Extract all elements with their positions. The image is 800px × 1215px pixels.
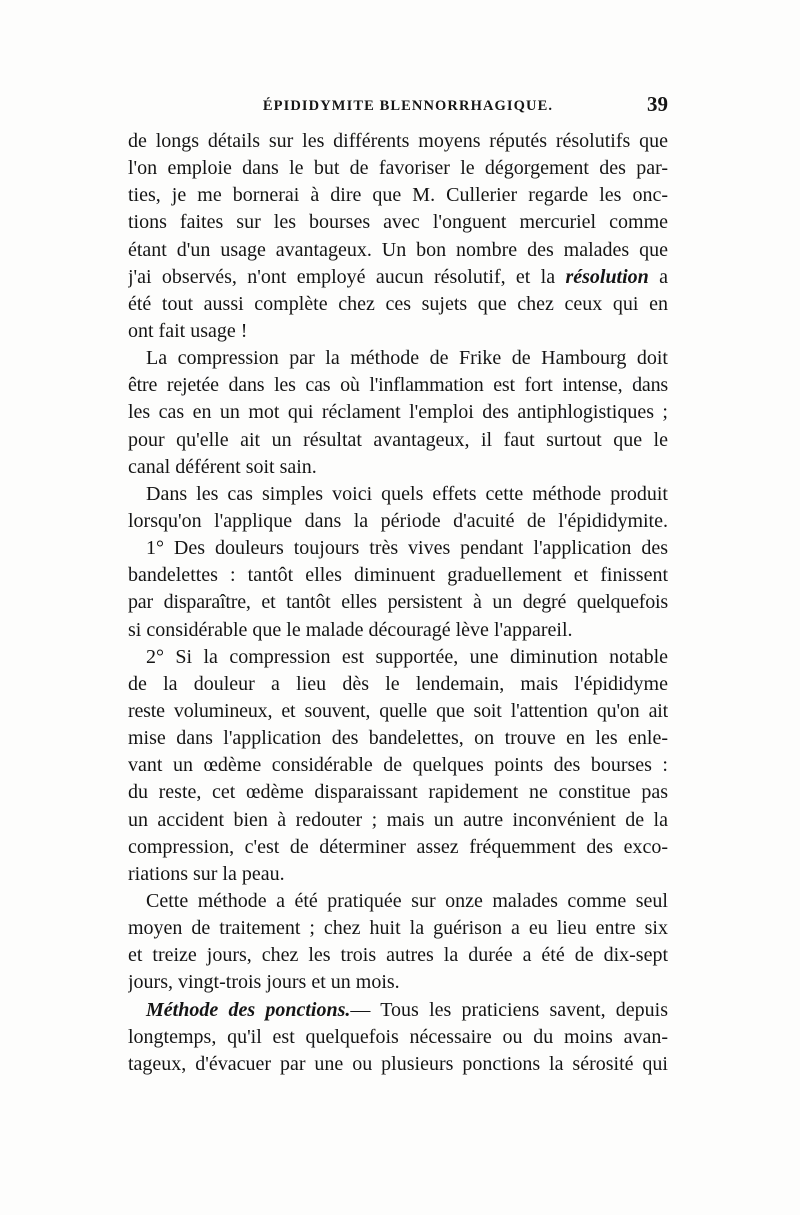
text-line: compression, c'est de déterminer assez fréquemment des exco-	[128, 835, 668, 858]
running-title: ÉPIDIDYMITE BLENNORRHAGIQUE.	[262, 98, 554, 114]
italic-heading-methode: Méthode des ponctions.	[146, 998, 351, 1021]
paragraph-start: 2° Si la compression est supportée, une diminution notable	[146, 645, 668, 668]
text-line: étant d'un usage avantageux. Un bon nombre des malades que	[128, 238, 668, 261]
paragraph-start-with-italic	[128, 997, 668, 1024]
text-line: du reste, cet œdème disparaissant rapidement ne constitue pas	[128, 781, 668, 804]
text-line: être rejetée dans les cas où l'inflammation est fort intense, dans	[128, 374, 668, 397]
text-line: lorsqu'on l'applique dans la période d'acuité de l'épididymite.	[128, 509, 668, 532]
text-line: et treize jours, chez les trois autres la durée a été de dix-sept	[128, 944, 668, 967]
text-run: j'ai observés, n'ont employé aucun résolutif, et la	[128, 265, 556, 288]
text-line: de longs détails sur les différents moyens réputés résolutifs que	[128, 130, 668, 152]
text-line: un accident bien à redouter ; mais un autre inconvénient de la	[128, 808, 668, 831]
text-line: par disparaître, et tantôt elles persistent à un degré quelquefois	[128, 591, 668, 614]
text-line: mise dans l'application des bandelettes, on trouve en les enle-	[128, 727, 668, 750]
page-number: 39	[647, 92, 668, 116]
text-line: moyen de traitement ; chez huit la guérison a eu lieu entre six	[128, 917, 668, 940]
paragraph-start: Dans les cas simples voici quels effets cette méthode produit	[146, 482, 668, 505]
text-run: —	[350, 998, 381, 1021]
text-line: de la douleur a lieu dès le lendemain, mais l'épididyme	[128, 672, 668, 695]
text-line: bandelettes : tantôt elles diminuent graduellement et finissent	[128, 564, 668, 587]
italic-term-resolution: résolution	[565, 265, 649, 288]
running-head	[128, 94, 668, 124]
text-line: vant un œdème considérable de quelques points des bourses :	[128, 754, 668, 777]
text-run: a	[648, 265, 668, 288]
text-line: jours, vingt-trois jours et un mois.	[128, 971, 400, 994]
text-line: reste volumineux, et souvent, quelle que soit l'attention qu'on ait	[128, 699, 668, 722]
body-text	[128, 128, 668, 1078]
text-line: les cas en un mot qui réclament l'emploi des antiphlogistiques ;	[128, 401, 668, 424]
text-line: tions faites sur les bourses avec l'onguent mercuriel comme	[128, 211, 668, 234]
text-line: été tout aussi complète chez ces sujets que chez ceux qui en	[128, 292, 668, 315]
paragraph-start: 1° Des douleurs toujours très vives pendant l'application des	[146, 537, 668, 560]
text-line-with-italic	[128, 264, 668, 291]
text-line: longtemps, qu'il est quelquefois nécessaire ou du moins avan-	[128, 1025, 668, 1048]
text-line: si considérable que le malade découragé lève l'appareil.	[128, 618, 573, 641]
text-line: pour qu'elle ait un résultat avantageux, il faut surtout que le	[128, 428, 668, 451]
text-run: Tous les praticiens savent, depuis	[380, 998, 668, 1021]
text-line: ties, je me bornerai à dire que M. Cullerier regarde les onc-	[128, 184, 668, 207]
text-line: l'on emploie dans le but de favoriser le dégorgement des par-	[128, 157, 668, 180]
paragraph-start: Cette méthode a été pratiquée sur onze malades comme seul	[146, 889, 668, 912]
paragraph-start: La compression par la méthode de Frike de Hambourg doit	[146, 347, 668, 370]
text-line: canal déférent soit sain.	[128, 455, 317, 478]
text-line: ont fait usage !	[128, 319, 248, 342]
text-line: tageux, d'évacuer par une ou plusieurs ponctions la sérosité qui	[128, 1052, 668, 1075]
text-line: riations sur la peau.	[128, 862, 285, 885]
